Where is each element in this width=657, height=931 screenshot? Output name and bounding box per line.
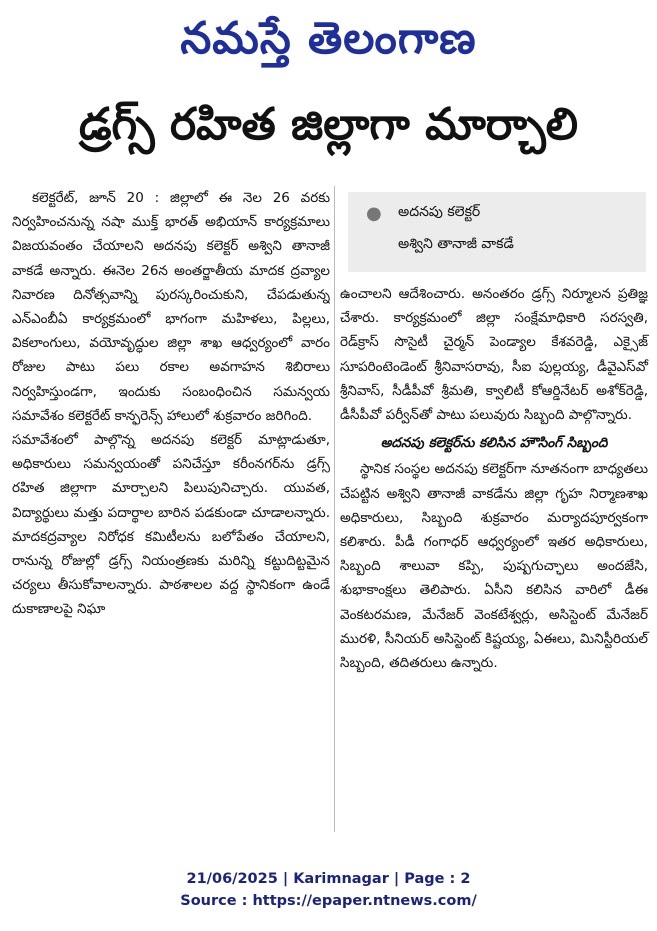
newspaper-masthead — [0, 4, 657, 84]
article-paragraph: కలెక్టరేట్, జూన్ 20 : జిల్లాలో ఈ నెల 26 వరకు నిర్వహించనున్న నషా ముక్త్ భారత్ అభియాన్ కార్యక్రమాలు విజయవంతం చేయాలని అదనపు కలెక్టర్ అశ్విని తానాజీ వాకడే అన్నారు. ఈనెల 26న అంతర్జాతీయ మాదక ద్రవ్యాల నివారణ దినోత్సవాన్ని పురస్కరించుకుని, చేపడుతున్న ఎన్ఎంబీఏ కార్యక్రమంలో భాగంగా మహిళలు, పిల్లలు, వికలాంగులు, వయోవృద్ధుల జిల్లా శాఖ ఆధ్వర్యంలో వారం రోజుల పాటు పలు రకాల అవగాహన శిబిరాలు నిర్వహిస్తుండగా, ఇందుకు సంబంధించిన సమన్వయ సమావేశం కలెక్టరేట్ కాన్ఫరెన్స్ హాలులో శుక్రవారం జరిగింది. — [12, 190, 330, 424]
footer-edition-info: 21/06/2025 | Karimnagar | Page : 2 — [186, 871, 471, 887]
callout-line: అశ్విని తానాజీ వాకడే — [398, 236, 514, 252]
article-right-column — [340, 282, 648, 675]
article-paragraph: సమావేశంలో పాల్గొన్న అదనపు కలెక్టర్ మాట్లాడుతూ, అధికారులు సమన్వయంతో పనిచేస్తూ కరీంనగర్‌ను డ్రగ్స్ రహిత జిల్లాగా మార్చాలని పిలుపునిచ్చారు. యువత, విద్యార్థులు మత్తు పదార్థాల బారిన పడకుండా చూడాలన్నారు. మాదకద్రవ్యాల నిరోధక కమిటీలను బలోపేతం చేయాలని, రానున్న రోజుల్లో డ్రగ్స్ నియంత్రణకు మరిన్ని కట్టుదిట్టమైన చర్యలు తీసుకోవాలన్నారు. పాఠశాలల వద్ద స్థానికంగా ఉండే దుకాణాలపై నిఘా — [12, 432, 330, 618]
page-footer — [0, 868, 657, 912]
callout-box — [348, 192, 646, 272]
masthead-title: నమస్తే తెలంగాణ — [180, 13, 477, 64]
bullet-icon: ● — [366, 203, 382, 224]
footer-source: Source : https://epaper.ntnews.com/ — [180, 893, 477, 909]
article-left-column — [12, 186, 330, 836]
column-divider — [334, 186, 335, 832]
article-paragraph: స్థానిక సంస్థల అదనపు కలెక్టర్‌గా నూతనంగా బాధ్యతలు చేపట్టిన అశ్విని తానాజీ వాకడేను జిల్లా గృహ నిర్మాణశాఖ అధికారులు, సిబ్బంది శుక్రవారం మర్యాదపూర్వకంగా కలిశారు. పీడీ గంగాధర్ ఆధ్వర్యంలో ఇతర అధికారులు, సిబ్బంది శాలువా కప్పి, పుష్పగుచ్ఛాలు అందజేసి, శుభాకాంక్షలు తెలిపారు. ఏసీని కలిసిన వారిలో డీఈ వెంకటరమణ, మేనేజర్ వెంకటేశ్వర్లు, అసిస్టెంట్ మేనేజర్ మురళి, సీనియర్ అసిస్టెంట్ కిష్టయ్య, ఏఈలు, మినిస్టీరియల్ సిబ్బంది, తదితరులు ఉన్నారు. — [340, 461, 648, 672]
callout-line: అదనపు కలెక్టర్ — [398, 204, 481, 220]
article-subheading: అదనపు కలెక్టర్‌ను కలిసిన హౌసింగ్ సిబ్బంది — [380, 435, 608, 452]
headline-text: డ్రగ్స్ రహిత జిల్లాగా మార్చాలి — [78, 99, 579, 150]
article-headline — [0, 92, 657, 168]
article-paragraph: ఉంచాలని ఆదేశించారు. అనంతరం డ్రగ్స్ నిర్మూలన ప్రతిజ్ఞ చేశారు. కార్యక్రమంలో జిల్లా సంక్షేమాధికారి సరస్వతి, రెడ్‌క్రాస్ సొసైటీ చైర్మన్ పెండ్యాల కేశవరెడ్డి, ఎక్సైజ్ సూపరింటెండెంట్ శ్రీనివాసరావు, సీఐ పుల్లయ్య, డీవైఎస్‌వో శ్రీనివాస్, సీడీపీవో శ్రీమతి, క్వాలిటీ కోఆర్డినేటర్ అశోక్‌రెడ్డి, డీసీపీవో పర్వీన్‌తో పాటు పలువురు సిబ్బంది పాల్గొన్నారు. — [340, 286, 648, 424]
